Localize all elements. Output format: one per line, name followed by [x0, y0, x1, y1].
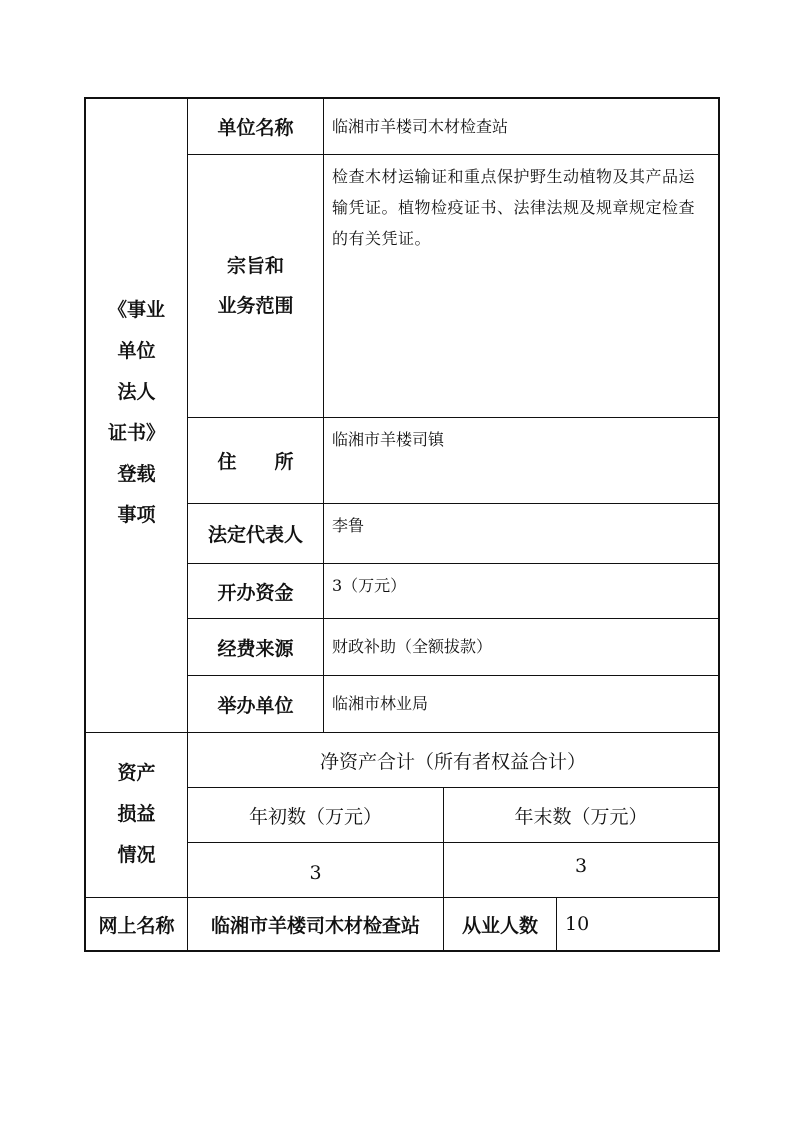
left-block-line-6: 事项 [117, 504, 156, 526]
left-block-title [86, 290, 187, 536]
left-block-line-3: 法人 [117, 381, 156, 403]
net-assets-header: 净资产合计（所有者权益合计） [319, 750, 586, 773]
begin-label: 年初数（万元） [248, 805, 382, 828]
assets-title-line-1: 资产 [117, 762, 156, 784]
left-block-line-2: 单位 [117, 340, 156, 362]
unit-name-label: 单位名称 [217, 117, 294, 139]
address-value: 临湘市羊楼司镇 [332, 430, 445, 449]
online-name-label: 网上名称 [98, 914, 175, 937]
end-value: 3 [574, 855, 588, 877]
staff-value: 10 [565, 913, 590, 935]
left-block-line-1: 《事业 [107, 299, 165, 321]
assets-title-line-3: 情况 [117, 844, 156, 866]
left-block-line-5: 登载 [117, 463, 156, 485]
end-label: 年末数（万元） [514, 805, 648, 828]
funding-value: 财政补助（全额拔款） [332, 637, 493, 656]
staff-label: 从业人数 [461, 914, 538, 937]
legal-rep-label: 法定代表人 [207, 524, 303, 546]
begin-value: 3 [309, 862, 322, 884]
purpose-value: 检查木材运输证和重点保护野生动植物及其产品运输凭证。植物检疫证书、法律法规及规章规定检查的有关凭证。 [332, 167, 696, 248]
purpose-label-line-2: 业务范围 [217, 295, 294, 317]
online-name-value: 临湘市羊楼司木材检查站 [210, 914, 420, 937]
sponsor-label: 举办单位 [217, 694, 294, 717]
assets-title-line-2: 损益 [117, 803, 156, 825]
legal-rep-value: 李鲁 [332, 516, 365, 535]
border-right [718, 97, 720, 952]
purpose-label-line-1: 宗旨和 [226, 255, 284, 277]
address-label: 住 所 [217, 451, 294, 473]
purpose-label [188, 155, 323, 417]
sponsor-value: 临湘市林业局 [332, 694, 429, 713]
left-block-line-4: 证书》 [107, 422, 165, 444]
assets-title [86, 753, 187, 876]
funding-label: 经费来源 [217, 637, 294, 660]
capital-label: 开办资金 [217, 581, 294, 604]
unit-name-value: 临湘市羊楼司木材检查站 [332, 117, 509, 136]
border-bottom [84, 950, 719, 952]
capital-value: 3（万元） [332, 576, 407, 595]
